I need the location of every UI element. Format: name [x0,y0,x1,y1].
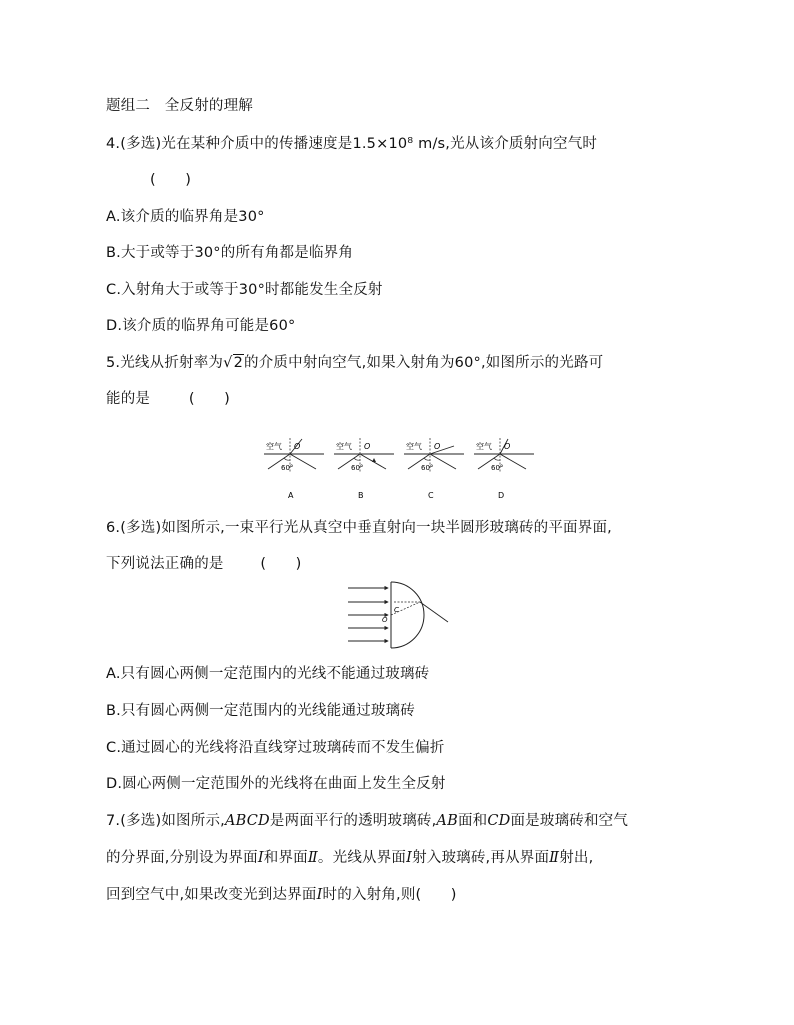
q5-panel-d-angle: 60° [491,464,504,472]
q5-panel-b-medium: 空气 [336,442,352,451]
q5-panel-d-medium: 空气 [476,442,492,451]
q5-panel-d [474,438,534,500]
q6-option-c: C.通过圆心的光线将沿直线穿过玻璃砖而不发生偏折 [106,740,445,756]
q6-option-a: A.只有圆心两侧一定范围内的光线不能通过玻璃砖 [106,666,430,682]
q7-l2-a: 的分界面,分别设为界面 [106,850,258,866]
q5-panel-d-point: O [504,442,511,451]
q5-stem-line2-text: 能的是 [106,391,151,407]
q5-panel-a-label: A [288,491,294,500]
q7-l2-i: Ⅰ [257,850,264,866]
q7-l1-ab: AB [436,813,458,829]
q5-panel-c-angle: 60° [421,464,434,472]
sqrt-expression [223,355,244,371]
q5-figure [258,436,538,504]
q6-label-c: C [394,606,399,614]
q5-panel-a-point: O [294,442,301,451]
q5-panel-a [264,438,324,500]
q4-option-c: C.入射角大于或等于30°时都能发生全反射 [106,282,383,298]
q5-stem-line2 [106,387,230,408]
q6-stem-line2-text: 下列说法正确的是 [106,556,224,572]
q7-l3-a: 回到空气中,如果改变光到达界面 [106,887,317,903]
q6-label-o: O [382,616,388,624]
q6-figure [344,578,464,652]
q7-line2 [106,846,593,867]
q5-panel-b-label: B [358,491,364,500]
q7-l1-cd: CD [487,813,511,829]
q6-answer-bracket: ( ) [260,556,302,572]
q4-option-d: D.该介质的临界角可能是60° [106,318,296,334]
q6-stem: 6.(多选)如图所示,一束平行光从真空中垂直射向一块半圆形玻璃砖的平面界面, [106,520,612,536]
q5-answer-bracket: ( ) [188,391,231,407]
q5-panel-b-point: O [364,442,371,451]
q7-l3-i: Ⅰ [316,887,323,903]
q7-line3 [106,883,457,904]
q5-panel-c-point: O [434,442,441,451]
q5-stem-post: 的介质中射向空气,如果入射角为60°,如图所示的光路可 [244,355,604,371]
q7-l2-e: 射出, [559,850,594,866]
q7-l2-ii2: Ⅱ [549,850,560,866]
q5-panel-c-label: C [428,491,434,500]
q6-option-d: D.圆心两侧一定范围外的光线将在曲面上发生全反射 [106,776,446,792]
q7-l1-abcd: ABCD [224,813,270,829]
q7-l1-b: 是两面平行的透明玻璃砖, [269,813,437,829]
q4-answer-bracket: ( ) [150,172,192,188]
q4-option-b: B.大于或等于30°的所有角都是临界角 [106,245,354,261]
q7-line1 [106,809,628,830]
q7-l2-c: 。光线从界面 [317,850,407,866]
q7-l2-ii: Ⅱ [307,850,318,866]
q6-stem-line2 [106,552,302,573]
q5-panel-a-medium: 空气 [266,442,282,451]
q5-panel-d-label: D [498,491,505,500]
sqrt-radicand: 2 [233,355,244,371]
q7-l3-b: 时的入射角,则( ) [322,887,457,903]
q7-l1-a: 7.(多选)如图所示, [106,813,225,829]
group-title: 题组二 全反射的理解 [106,98,253,114]
q7-l1-d: 面是玻璃砖和空气 [510,813,629,829]
q5-panel-a-angle: 60° [281,464,294,472]
q4-option-a: A.该介质的临界角是30° [106,209,265,225]
q7-l2-d: 射入玻璃砖,再从界面 [412,850,550,866]
q5-panel-b-angle: 60° [351,464,364,472]
q7-l2-i2: Ⅰ [406,850,413,866]
q5-panel-c-medium: 空气 [406,442,422,451]
q5-stem [106,351,603,372]
q7-l1-c: 面和 [457,813,488,829]
q5-panel-b [334,438,394,500]
q7-l2-b: 和界面 [263,850,308,866]
q5-panel-c [404,438,464,500]
sqrt-symbol: √ [223,355,233,371]
q6-option-b: B.只有圆心两侧一定范围内的光线能通过玻璃砖 [106,703,415,719]
q5-stem-pre: 5.光线从折射率为 [106,355,224,371]
q4-stem: 4.(多选)光在某种介质中的传播速度是1.5×10⁸ m/s,光从该介质射向空气时 [106,136,598,152]
